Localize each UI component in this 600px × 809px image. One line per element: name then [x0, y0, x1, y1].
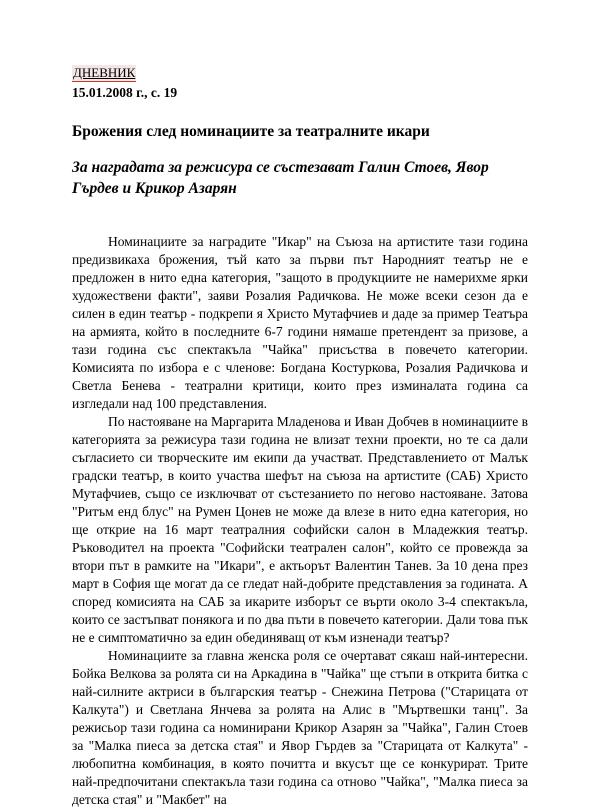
newspaper-name[interactable]: ДНЕВНИК — [73, 65, 136, 80]
publication-date: 15.01.2008 г., с. 19 — [72, 85, 178, 100]
article-headline: Брожения след номинациите за театралните икари — [72, 123, 430, 140]
document-page — [72, 64, 528, 809]
paragraph: Номинациите за наградите "Икар" на Съюза на артистите тази година предизвикаха брожения, тъй като за първи път Народният театър не е предложен в нито една категория, "защото в продукциите не намерихме ярки художествени факти", заяви Розалия Радичкова. Не може всеки сезон да е силен в един театър - подкрепи я Христо Мутафчиев и даде за пример Театъра на армията, който в последните 6-7 години нямаше претендент за призове, а тази година със спектакъла "Чайка" присъства в повечето категории. Комисията по избора е с членове: Богдана Костуркова, Розалия Радичкова и Светла Бенева - театрални критици, които през изминалата година са изгледали над 100 представления. — [72, 234, 528, 411]
source-header — [72, 64, 528, 82]
paragraph: Номинациите за главна женска роля се очертават сякаш най-интересни. Бойка Велкова за ролята си на Аркадина в "Чайка" ще стъпи в открита битка с най-силните актриси в българския театър - Снежина Петрова ("Старицата от Калкута") и Светлана Янчева за ролята на Алис в "Мъртвешки танц". За режисьор тази година са номинирани Крикор Азарян за "Чайка", Галин Стоев за "Малка пиеса за детска стая" и Явор Гърдев за "Старицата от Калкута" - любопитна комбинация, в която почитта и вкусът ще се конкурират. Трите най-предпочитани спектакъла тази година са отново "Чайка", "Малка пиеса за детска стая" и "Макбет" на — [72, 648, 528, 807]
article-body — [72, 233, 528, 809]
article-subheadline: За наградата за режисура се състезават Галин Стоев, Явор Гърдев и Крикор Азарян — [72, 159, 489, 197]
paragraph: По настояване на Маргарита Младенова и Иван Добчев в номинациите в категорията за режисура тази година не влизат техни проекти, но те са дали съгласието си творческите им екипи да участват. Представлението от Малък градски театър, в които участва шефът на съюза на артистите (САБ) Христо Мутафчиев, също се изключват от състезанието по негово настояване. Затова "Ритъм енд блус" на Румен Цонев не може да влезе в нито една категория, но ще открие на 16 март театралния софийски салон в Младежкия театър. Ръководител на проекта "Софийски театрален салон", който се провежда за втори път в рамките на "Икари", е актьорът Валентин Танев. За 10 дена през март в София ще могат да се гледат най-добрите представления за годината. А според комисията на САБ за икарите изборът се върти около 3-4 спектакъла, които се застъпват понякога и по два пъти в повечето категории. Дали това пък не е симптоматично за един обединяващ от към изненади театър? — [72, 414, 528, 645]
